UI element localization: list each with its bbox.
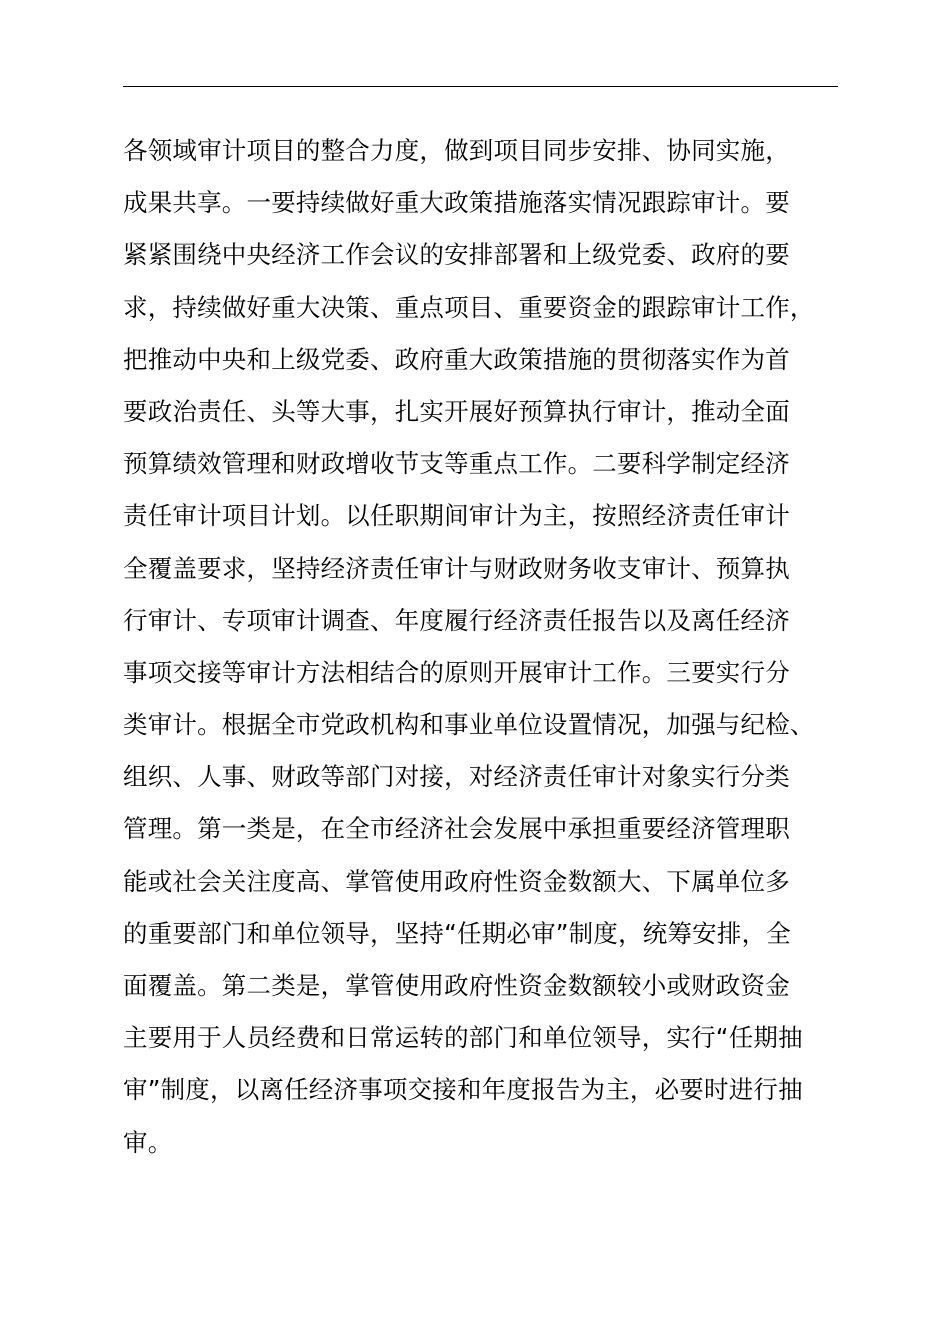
text-line: 类审计。根据全市党政机构和事业单位设置情况，加强与纪检、 <box>123 710 815 740</box>
text-line: 责任审计项目计划。以任职期间审计为主，按照经济责任审计 <box>123 501 790 531</box>
text-line: 全覆盖要求，坚持经济责任审计与财政财务收支审计、预算执 <box>123 553 790 583</box>
text-line: 审。 <box>123 1127 173 1157</box>
text-line: 面覆盖。第二类是，掌管使用政府性资金数额较小或财政资金 <box>123 971 790 1000</box>
text-line: 各领域审计项目的整合力度，做到项目同步安排、协同实施， <box>123 136 790 165</box>
text-line: 紧紧围绕中央经济工作会议的安排部署和上级党委、政府的要 <box>123 240 790 270</box>
text-line: 组织、人事、财政等部门对接，对经济责任审计对象实行分类 <box>123 762 790 792</box>
header-divider <box>123 86 838 87</box>
text-line: 要政治责任、头等大事，扎实开展好预算执行审计，推动全面 <box>123 396 790 426</box>
text-line: 能或社会关注度高、掌管使用政府性资金数额大、下属单位多 <box>123 866 790 896</box>
text-line: 管理。第一类是，在全市经济社会发展中承担重要经济管理职 <box>123 814 790 844</box>
text-line: 成果共享。一要持续做好重大政策措施落实情况跟踪审计。要 <box>123 188 790 218</box>
text-line: 事项交接等审计方法相结合的原则开展审计工作。三要实行分 <box>123 657 790 687</box>
text-line: 的重要部门和单位领导，坚持“任期必审”制度，统筹安排，全 <box>123 918 791 948</box>
text-line: 行审计、专项审计调查、年度履行经济责任报告以及离任经济 <box>123 605 790 635</box>
text-line: 预算绩效管理和财政增收节支等重点工作。二要科学制定经济 <box>123 449 790 479</box>
text-line: 审”制度，以离任经济事项交接和年度报告为主，必要时进行抽 <box>123 1075 803 1105</box>
text-line: 求，持续做好重大决策、重点项目、重要资金的跟踪审计工作， <box>123 292 815 322</box>
text-line: 把推动中央和上级党委、政府重大政策措施的贯彻落实作为首 <box>123 344 790 374</box>
text-line: 主要用于人员经费和日常运转的部门和单位领导，实行“任期抽 <box>123 1023 803 1053</box>
body-paragraph <box>123 129 863 1173</box>
